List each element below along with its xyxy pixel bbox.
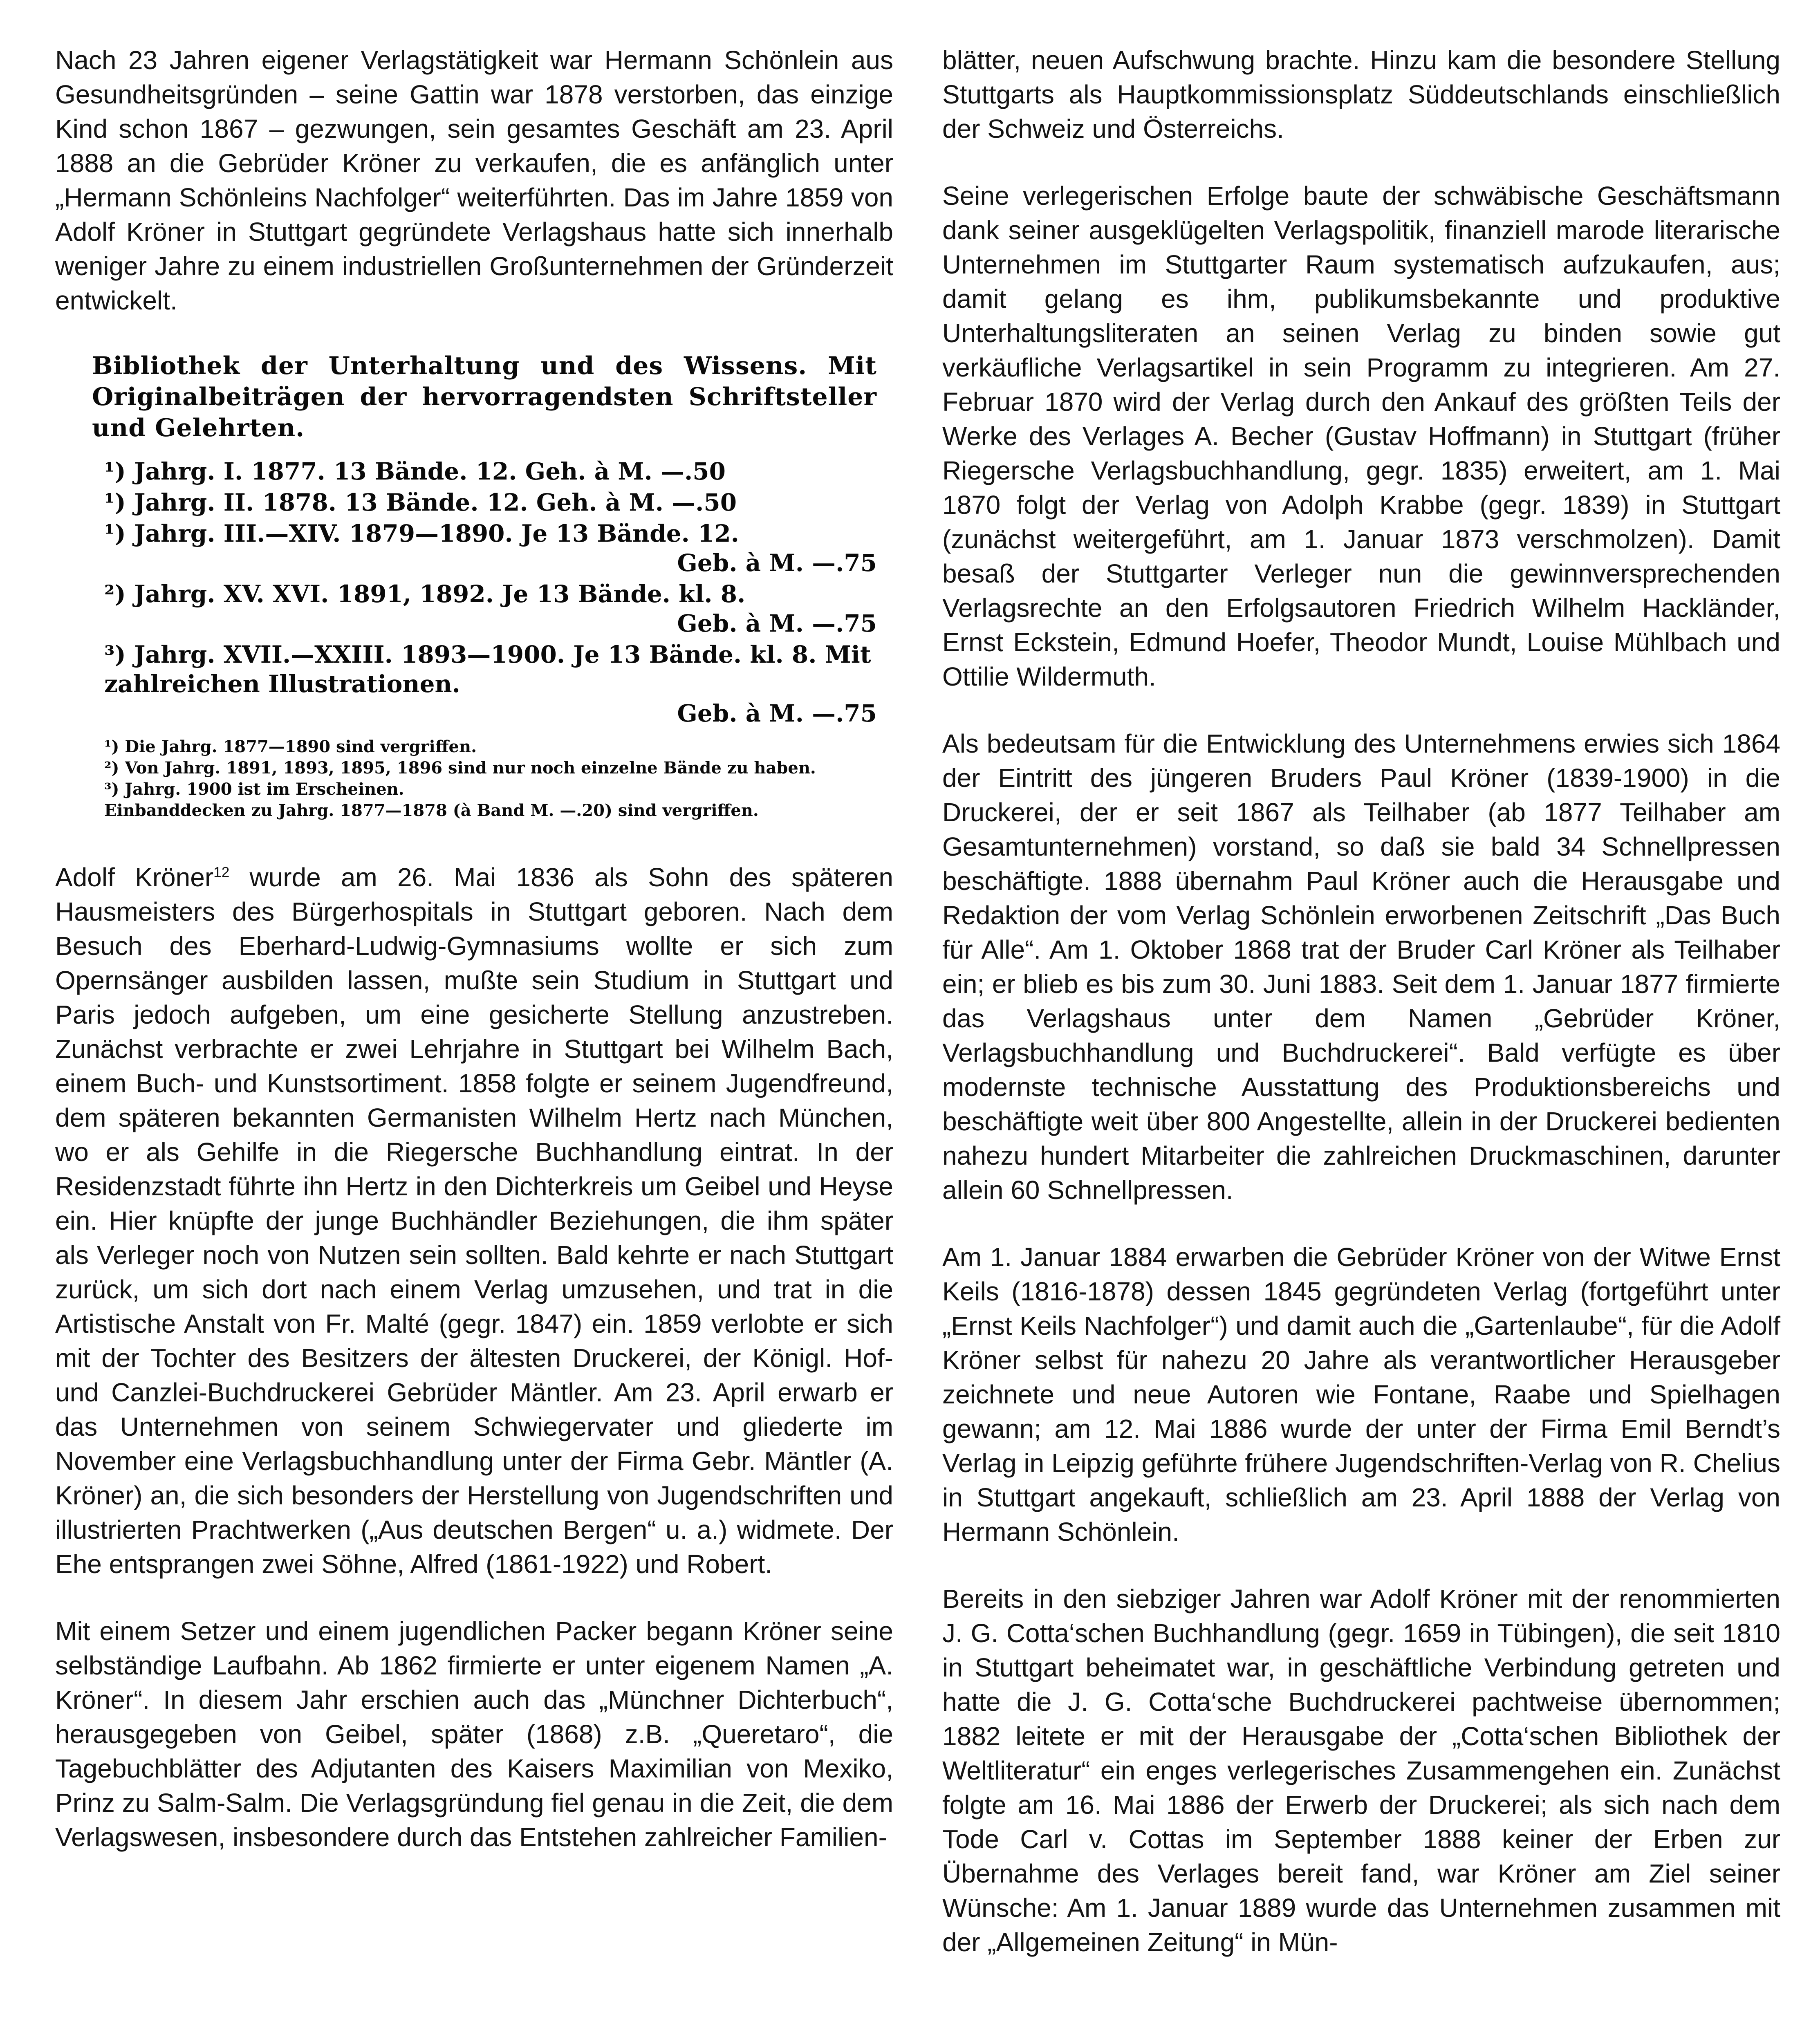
footnote-reference: 12: [213, 864, 230, 881]
ad-entry-text: ²) Jahrg. XV. XVI. 1891, 1892. Je 13 Bände. kl. 8.: [104, 580, 746, 608]
ad-note: ¹) Die Jahrg. 1877—1890 sind vergriffen.: [104, 737, 477, 756]
right-column: [942, 43, 1780, 1992]
ad-note: ²) Von Jahrg. 1891, 1893, 1895, 1896 sind nur noch einzelne Bände zu haben.: [104, 758, 816, 778]
ad-entry-price: Geb. à M. —.75: [677, 549, 877, 577]
paragraph-career-start: Mit einem Setzer und einem jugendlichen Packer begann Kröner seine selbständige Laufbahn. Ab 1862 firmierte er unter eigenem Namen „A. Kröner“. In diesem Jahr erschien auch das „Münchner Dichterbuch“, herausgegeben von Geibel, später (1868) z.B. „Queretaro“, die Tagebuchblätter des Adjutanten des Kaisers Maximilian von Mexiko, Prinz zu Salm-Salm. Die Verlagsgründung fiel genau in die Zeit, die dem Verlagswesen, insbesondere durch das Entstehen zahlreicher Familien-: [55, 1616, 893, 1852]
paragraph-cotta: Bereits in den siebziger Jahren war Adolf Kröner mit der renommierten J. G. Cotta‘schen Buchhandlung (gegr. 1659 in Tübingen), die seit 1810 in Stuttgart beheimatet war, in geschäftliche Verbindung getreten und hatte die J. G. Cotta‘sche Buchdruckerei pachtweise übernommen; 1882 leitete er mit der Herausgabe der „Cotta‘schen Bibliothek der Weltliteratur“ ein enges verlegerisches Zusammengehen ein. Zunächst folgte am 16. Mai 1886 der Erwerb der Druckerei; als sich nach dem Tode Carl v. Cottas im September 1888 keiner der Erben zur Übernahme des Verlages bereit fand, war Kröner am Ziel seiner Wünsche: Am 1. Januar 1889 wurde das Unternehmen zusammen mit der „Allgemeinen Zeitung“ in Mün-: [942, 1584, 1780, 1957]
ad-entry: [104, 579, 877, 638]
ad-entry-text: ¹) Jahrg. I. 1877. 13 Bände. 12. Geh. à M. —.50: [104, 457, 726, 485]
ad-note: Einbanddecken zu Jahrg. 1877—1878 (à Band M. —.20) sind vergriffen.: [104, 801, 759, 820]
paragraph-continuation: blätter, neuen Aufschwung brachte. Hinzu kam die besondere Stellung Stuttgarts als Hauptkommissionsplatz Süddeutschlands einschließlich der Schweiz und Österreichs.: [942, 45, 1780, 143]
ad-notes: [104, 736, 877, 821]
ad-entry-text: ³) Jahrg. XVII.—XXIII. 1893—1900. Je 13 Bände. kl. 8. Mit zahlreichen Illustrationen.: [104, 641, 871, 698]
ad-entry-text: ¹) Jahrg. III.—XIV. 1879—1890. Je 13 Bände. 12.: [104, 520, 739, 547]
paragraph-publishing-policy: Seine verlegerischen Erfolge baute der schwäbische Geschäftsmann dank seiner ausgeklügelten Verlagspolitik, finanziell marode literarische Unternehmen im Stuttgarter Raum systematisch aufzukaufen, aus; damit gelang es ihm, publikumsbekannte und produktive Unterhaltungsliteraten an seinen Verlag zu binden sowie gut verkäufliche Verlagsartikel in sein Programm zu integrieren. Am 27. Februar 1870 wird der Verlag durch den Ankauf des größten Teils der Werke des Verlages A. Becher (Gustav Hoffmann) in Stuttgart (früher Riegersche Verlagsbuchhandlung, gegr. 1835) erweitert, am 1. Mai 1870 folgt der Verlag von Adolph Krabbe (gegr. 1839) in Stuttgart (zunächst weitergeführt, am 1. Januar 1873 verschmolzen). Damit besaß der Stuttgarter Verleger nun die gewinnversprechenden Verlagsrechte an den Erfolgsautoren Friedrich Wilhelm Hackländer, Ernst Eckstein, Edmund Hoefer, Theodor Mundt, Louise Mühlbach und Ottilie Wildermuth.: [942, 181, 1780, 691]
ad-entry-price: Geb. à M. —.75: [677, 699, 877, 727]
ad-entry-text: ¹) Jahrg. II. 1878. 13 Bände. 12. Geh. à M. —.50: [104, 489, 737, 516]
left-column: [55, 43, 893, 1887]
ad-entry: [104, 457, 877, 486]
historical-advertisement: [55, 350, 893, 821]
paragraph-gartenlaube: Am 1. Januar 1884 erwarben die Gebrüder Kröner von der Witwe Ernst Keils (1816-1878) dessen 1845 gegründeten Verlag (fortgeführt unter „Ernst Keils Nachfolger“) und damit auch die „Gartenlaube“, für die Adolf Kröner selbst für nahezu 20 Jahre als verantwortlicher Herausgeber zeichnete und neue Autoren wie Fontane, Raabe und Spielhagen gewann; am 12. Mai 1886 wurde der unter der Firma Emil Berndt’s Verlag in Leipzig geführte frühere Jugendschriften-Verlag von R. Chelius in Stuttgart angekauft, schließlich am 23. April 1888 der Verlag von Hermann Schönlein.: [942, 1242, 1780, 1546]
ad-entry: [104, 488, 877, 517]
paragraph-rest: wurde am 26. Mai 1836 als Sohn des späteren Hausmeisters des Bürgerhospitals in Stuttgart geboren. Nach dem Besuch des Eberhard-Ludwig-Gymnasiums wollte er sich zum Opernsänger ausbilden lassen, mußte sein Studium in Stuttgart und Paris jedoch aufgeben, um eine gesicherte Stellung anzustreben. Zunächst verbrachte er zwei Lehrjahre in Stuttgart bei Wilhelm Bach, einem Buch- und Kunstsortiment. 1858 folgte er seinem Jugendfreund, dem späteren bekannten Germanisten Wilhelm Hertz nach München, wo er als Gehilfe in die Riegersche Buchhandlung eintrat. In der Residenzstadt führte ihn Hertz in den Dichterkreis um Geibel und Heyse ein. Hier knüpfte der junge Buchhändler Beziehungen, die ihm später als Verleger noch von Nutzen sein sollten. Bald kehrte er nach Stuttgart zurück, um sich dort nach einem Verlag umzusehen, und trat in die Artistische Anstalt von Fr. Malté (gegr. 1847) ein. 1859 verlobte er sich mit der Tochter des Besitzers der ältesten Druckerei, der Königl. Hof- und Canzlei-Buchdruckerei Gebrüder Mäntler. Am 23. April erwarb er das Unternehmen von seinem Schwiegervater und gliederte im November eine Verlagsbuchhandlung unter der Firma Gebr. Mäntler (A. Kröner) an, die sich besonders der Herstellung von Jugendschriften und illustrierten Prachtwerken („Aus deutschen Bergen“ u. a.) widmete. Der Ehe entsprangen zwei Söhne, Alfred (1861-1922) und Robert.: [55, 863, 894, 1579]
ad-entry-price: Geb. à M. —.75: [677, 610, 877, 637]
paragraph-paul-kroener: Als bedeutsam für die Entwicklung des Unternehmens erwies sich 1864 der Eintritt des jüngeren Bruders Paul Kröner (1839-1900) in die Druckerei, der er seit 1867 als Teilhaber (ab 1877 Teilhaber am Gesamtunternehmen) vorstand, so daß sie bald 34 Schnellpressen beschäftigte. 1888 übernahm Paul Kröner auch die Herausgabe und Redaktion der vom Verlag Schönlein erworbenen Zeitschrift „Das Buch für Alle“. Am 1. Oktober 1868 trat der Bruder Carl Kröner als Teilhaber ein; er blieb es bis zum 30. Juni 1883. Seit dem 1. Januar 1877 firmierte das Verlagshaus unter dem Namen „Gebrüder Kröner, Verlagsbuchhandlung und Buchdruckerei“. Bald verfügte es über modernste technische Ausstattung des Produktionsbereichs und beschäftigte weit über 800 Angestellte, allein in der Druckerei bedienten nahezu hundert Mitarbeiter die zahlreichen Druckmaschinen, darunter allein 60 Schnellpressen.: [942, 729, 1780, 1205]
ad-title: Bibliothek der Unterhaltung und des Wissens. Mit Originalbeiträgen der hervorragendsten Schriftsteller und Gelehrten.: [92, 352, 877, 442]
ad-entry: [104, 640, 877, 728]
ad-entry: [104, 519, 877, 578]
ad-note: ³) Jahrg. 1900 ist im Erscheinen.: [104, 780, 404, 799]
paragraph-kroener-biography: [55, 860, 893, 1581]
paragraph-start: Adolf Kröner: [55, 863, 214, 892]
paragraph-schoenlein-sale: Nach 23 Jahren eigener Verlagstätigkeit war Hermann Schönlein aus Gesundheitsgründen – seine Gattin war 1878 verstorben, das einzige Kind schon 1867 – gezwungen, sein gesamtes Geschäft am 23. April 1888 an die Gebrüder Kröner zu verkaufen, die es anfänglich unter „Hermann Schönleins Nachfolger“ weiterführten. Das im Jahre 1859 von Adolf Kröner in Stuttgart gegründete Verlagshaus hatte sich innerhalb weniger Jahre zu einem industriellen Großunternehmen der Gründerzeit entwickelt.: [55, 45, 893, 315]
